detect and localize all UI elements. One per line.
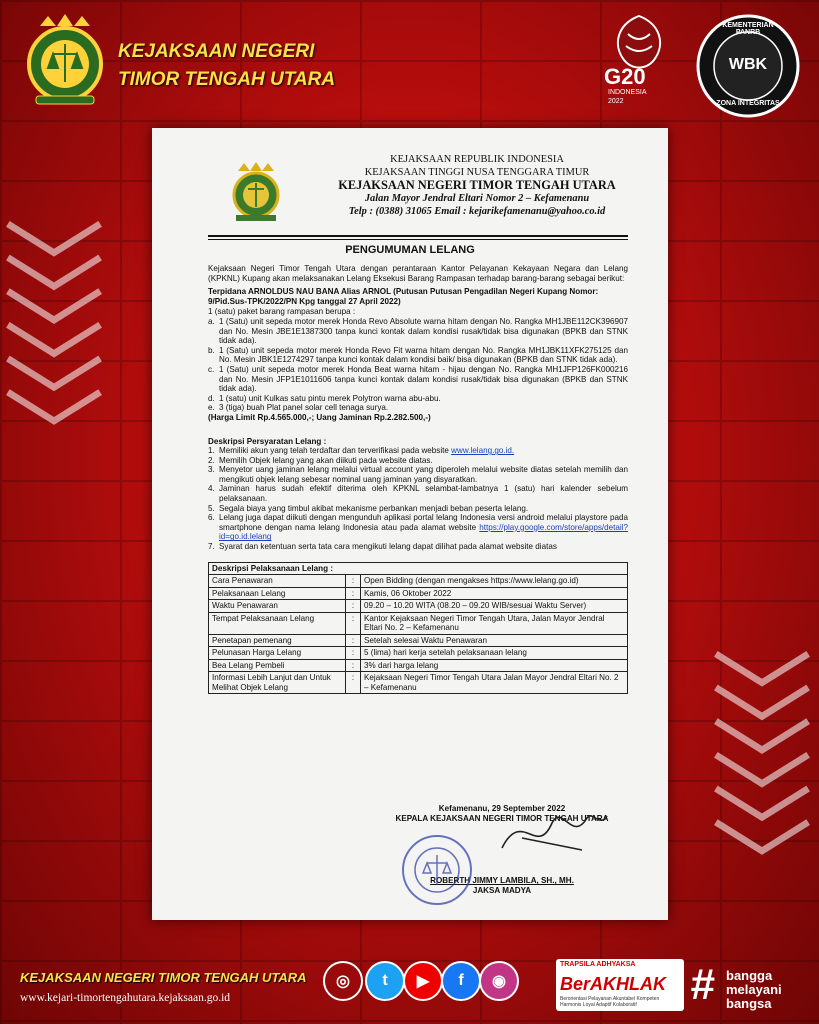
wbk-top-text: KEMENTERIAN PANRB: [722, 22, 774, 36]
letterhead-line1: KEJAKSAAN REPUBLIK INDONESIA: [390, 154, 564, 165]
table-key: Penetapan pemenang: [209, 634, 346, 647]
table-key: Pelaksanaan Lelang: [209, 587, 346, 600]
table-row: [209, 672, 628, 694]
table-row: [209, 575, 628, 588]
playstore-link[interactable]: https://play.google.com/store/apps/detail?id=go.id.lelang: [219, 522, 628, 542]
table-colon: :: [346, 672, 361, 694]
table-value: Setelah selesai Waktu Penawaran: [361, 634, 628, 647]
list-item-marker: 2.: [208, 455, 215, 465]
barang-list: [208, 317, 628, 413]
table-colon: :: [346, 600, 361, 613]
site-title-line2: TIMOR TENGAH UTARA: [118, 69, 336, 90]
list-item-marker: c.: [208, 364, 215, 374]
wbk-center-text: WBK: [728, 56, 768, 73]
letterhead: [152, 153, 668, 233]
list-item-marker: 3.: [208, 465, 215, 475]
table-key: Tempat Pelaksanaan Lelang: [209, 612, 346, 634]
footer-website-link[interactable]: www.kejari-timortengahutara.kejaksaan.go.id: [20, 992, 231, 1004]
signer-title: KEPALA KEJAKSAAN NEGERI TIMOR TENGAH UTARA: [395, 814, 609, 823]
hashtag-icon: #: [690, 960, 715, 1009]
list-item-marker: a.: [208, 316, 215, 326]
page-header: [0, 0, 819, 125]
list-item-body: Memiliki akun yang telah terdaftar dan terverifikasi pada website: [219, 446, 452, 456]
list-item-marker: 6.: [208, 513, 215, 523]
official-stamp-icon: [400, 833, 474, 907]
document-body: [208, 264, 628, 694]
list-item: [208, 504, 628, 514]
list-item: [208, 542, 628, 552]
harga-line: (Harga Limit Rp.4.565.000,-; Uang Jaminan Rp.2.282.500,-): [208, 412, 431, 422]
list-item: [208, 346, 628, 365]
berakhlak-logo: [556, 959, 684, 1011]
paket-line: 1 (satu) paket barang rampasan berupa :: [208, 307, 356, 317]
g20-sub-year: 2022: [608, 98, 624, 105]
letterhead-text: [312, 153, 642, 218]
bangga-word1: bangga: [726, 968, 773, 983]
table-colon: :: [346, 659, 361, 672]
instagram-icon[interactable]: ◉: [479, 961, 519, 1001]
table-value: 3% dari harga lelang: [361, 659, 628, 672]
table-row: [209, 600, 628, 613]
letterhead-divider: [208, 235, 628, 237]
persyaratan-title: Deskripsi Persyaratan Lelang :: [208, 436, 327, 446]
chevron-decoration-left: [4, 210, 104, 430]
announcement-document: [152, 128, 668, 920]
handwritten-signature-icon: [492, 788, 612, 868]
document-title: PENGUMUMAN LELANG: [345, 244, 475, 256]
table-colon: :: [346, 587, 361, 600]
list-item-marker: b.: [208, 345, 215, 355]
table-key: Informasi Lebih Lanjut dan Untuk Melihat Objek Lelang: [209, 672, 346, 694]
list-item-text: Syarat dan ketentuan serta tata cara mengikuti lelang dapat dilihat pada alamat website diatas: [219, 542, 557, 552]
list-item-text: [219, 446, 628, 456]
persyaratan-list: [208, 446, 628, 552]
site-title-line1: KEJAKSAAN NEGERI: [118, 41, 315, 62]
youtube-icon[interactable]: ▶: [403, 961, 443, 1001]
kejaksaan-emblem-icon: [22, 12, 108, 108]
table-key: Waktu Penawaran: [209, 600, 346, 613]
globe-icon[interactable]: ◎: [323, 961, 363, 1001]
list-item-body: Lelang juga dapat diikuti dengan mengunduh aplikasi portal lelang Indonesia versi android melalui playstore pada smartphone dengan nama lelang Indonesia atau pada alamat website: [219, 513, 628, 532]
table-row: [209, 659, 628, 672]
place-date: Kefamenanu, 29 September 2022: [438, 804, 566, 813]
bangga-melayani-logo: [690, 961, 808, 1013]
list-item-text: 1 (satu) unit Kulkas satu pintu merek Polytron warna abu-abu.: [219, 393, 441, 403]
list-item: [208, 394, 628, 404]
table-value: 09.20 – 10.20 WITA (08.20 – 09.20 WIB/sesuai Waktu Server): [361, 600, 628, 613]
terpidana-paragraph: Terpidana ARNOLDUS NAU BANA Alias ARNOL (Putusan Putusan Pengadilan Negeri Kupang Nomor: 9/Pid.Sus-TPK/2022/PN Kpg tanggal 27 April 2022): [208, 287, 599, 306]
letterhead-line5: Telp : (0388) 31065 Email : kejarikefamenanu@yahoo.co.id: [348, 206, 606, 217]
table-value: Kamis, 06 Oktober 2022: [361, 587, 628, 600]
list-item: [208, 317, 628, 346]
list-item: [208, 446, 628, 456]
letterhead-line4: Jalan Mayor Jendral Eltari Nomor 2 – Kefamenanu: [364, 193, 590, 204]
signer-name: ROBERTH JIMMY LAMBILA, SH., MH.: [430, 876, 574, 885]
intro-paragraph: Kejaksaan Negeri Timor Tengah Utara dengan perantaraan Kantor Pelayanan Kekayaan Negara dan Lelang (KPKNL) Kupang akan melaksanakan Lelang Eksekusi Barang Rampasan terhadap barang-barang sebagai berikut:: [208, 264, 628, 283]
page-footer: [0, 955, 819, 1024]
pelaksanaan-table: [208, 562, 628, 695]
list-item: [208, 513, 628, 542]
table-row: [209, 587, 628, 600]
akhlak-sub: Berorientasi Pelayanan Akuntabel Kompeten Harmonis Loyal Adaptif Kolaboratif: [560, 996, 660, 1008]
list-item-text: Segala biaya yang timbul akibat mekanisme perbankan menjadi beban peserta lelang.: [219, 503, 529, 513]
list-item-text: [219, 513, 628, 542]
list-item-marker: 4.: [208, 484, 215, 494]
list-item-text: 1 (Satu) unit sepeda motor merek Honda Revo Absolute warna hitam dengan No. Rangka MH1JBE112CK396907 dan No. Mesin JBE1E1387300 tanpa kunci kontak dalam kondisi rusak/tidak bisa digunakan (BPKB dan STNK tidak ada).: [219, 316, 628, 346]
akhlak-main: BerAKHLAK: [560, 974, 667, 994]
site-title: [118, 38, 335, 94]
table-row: [209, 612, 628, 634]
list-item-marker: 5.: [208, 503, 215, 513]
table-key: Bea Lelang Pembeli: [209, 659, 346, 672]
table-key: Pelunasan Harga Lelang: [209, 647, 346, 660]
letterhead-line3: KEJAKSAAN NEGERI TIMOR TENGAH UTARA: [338, 178, 616, 192]
list-item: [208, 365, 628, 394]
table-row: [209, 634, 628, 647]
chevron-decoration-right: [712, 640, 812, 860]
letterhead-emblem-icon: [226, 161, 286, 223]
table-header: Deskripsi Pelaksanaan Lelang :: [209, 562, 628, 575]
list-item-marker: 1.: [208, 446, 215, 456]
facebook-icon[interactable]: f: [441, 961, 481, 1001]
letterhead-divider-thin: [208, 239, 628, 240]
list-item-marker: 7.: [208, 542, 215, 552]
g20-sub: [608, 88, 647, 106]
table-value: Open Bidding (dengan mengakses https://www.lelang.go.id): [361, 575, 628, 588]
list-item-text: Memilih Objek lelang yang akan diikuti pada website diatas.: [219, 455, 433, 465]
table-colon: :: [346, 612, 361, 634]
list-item-text: Jaminan harus sudah efektif diterima oleh KPKNL selambat-lambatnya 1 (satu) hari kalender sebelum pelaksanaan.: [219, 484, 628, 504]
list-item: [208, 465, 628, 484]
table-value: 5 (lima) hari kerja setelah pelaksanaan lelang: [361, 647, 628, 660]
akhlak-top: TRAPSILA ADHYAKSA: [560, 961, 636, 968]
list-item: [208, 456, 628, 466]
table-value: Kejaksaan Negeri Timor Tengah Utara Jalan Mayor Jendral Eltari No. 2 – Kefamenanu: [361, 672, 628, 694]
signer-rank: JAKSA MADYA: [472, 886, 532, 895]
wbk-bottom-text: ZONA INTEGRITAS: [716, 100, 780, 107]
list-item-text: 3 (tiga) buah Plat panel solar cell tenaga surya.: [219, 403, 389, 413]
list-item-marker: d.: [208, 393, 215, 403]
list-item: [208, 484, 628, 503]
list-item: [208, 403, 628, 413]
table-colon: :: [346, 647, 361, 660]
bangga-word2: melayani: [726, 982, 782, 997]
list-item-text: 1 (Satu) unit sepeda motor merek Honda Revo Fit warna hitam dengan No. Rangka MH1JBK11XFK275125 dan No. Mesin JBK1E1274297 tanpa kunci kontak dalam kondisi baik/ bisa digunakan (BPKB dan STNK tidak ada).: [219, 345, 628, 365]
letterhead-line2: KEJAKSAAN TINGGI NUSA TENGGARA TIMUR: [364, 167, 590, 178]
table-colon: :: [346, 575, 361, 588]
table-colon: :: [346, 634, 361, 647]
g20-label: G20: [604, 64, 646, 89]
list-item-text: Menyetor uang jaminan lelang melalui virtual account yang diperoleh melalui website diatas setelah memilih dan mengikuti objek lelang sebesar nominal uang jaminan yang disyaratkan.: [219, 465, 628, 484]
list-item-text: 1 (Satu) unit sepeda motor merek Honda Beat warna hitam - hijau dengan No. Rangka MH1JFP126FK000216 dan No. Mesin JFP1E1011606 tanpa kunci kontak dalam kondisi rusak/tidak bisa digunakan (BPKB dan STNK tidak ada).: [219, 364, 628, 394]
table-key: Cara Penawaran: [209, 575, 346, 588]
list-item-marker: e.: [208, 403, 215, 413]
table-value: Kantor Kejaksaan Negeri Timor Tengah Utara, Jalan Mayor Jendral Eltari No. 2 – Kefamenanu: [361, 612, 628, 634]
twitter-icon[interactable]: t: [365, 961, 405, 1001]
g20-sub-country: INDONESIA: [608, 89, 647, 96]
bangga-word3: bangsa: [726, 996, 772, 1011]
wbk-badge: [696, 14, 800, 118]
table-row: [209, 647, 628, 660]
footer-title: KEJAKSAAN NEGERI TIMOR TENGAH UTARA: [20, 970, 307, 985]
table-row: [209, 562, 628, 575]
lelang-website-link[interactable]: www.lelang.go.id.: [451, 446, 515, 456]
